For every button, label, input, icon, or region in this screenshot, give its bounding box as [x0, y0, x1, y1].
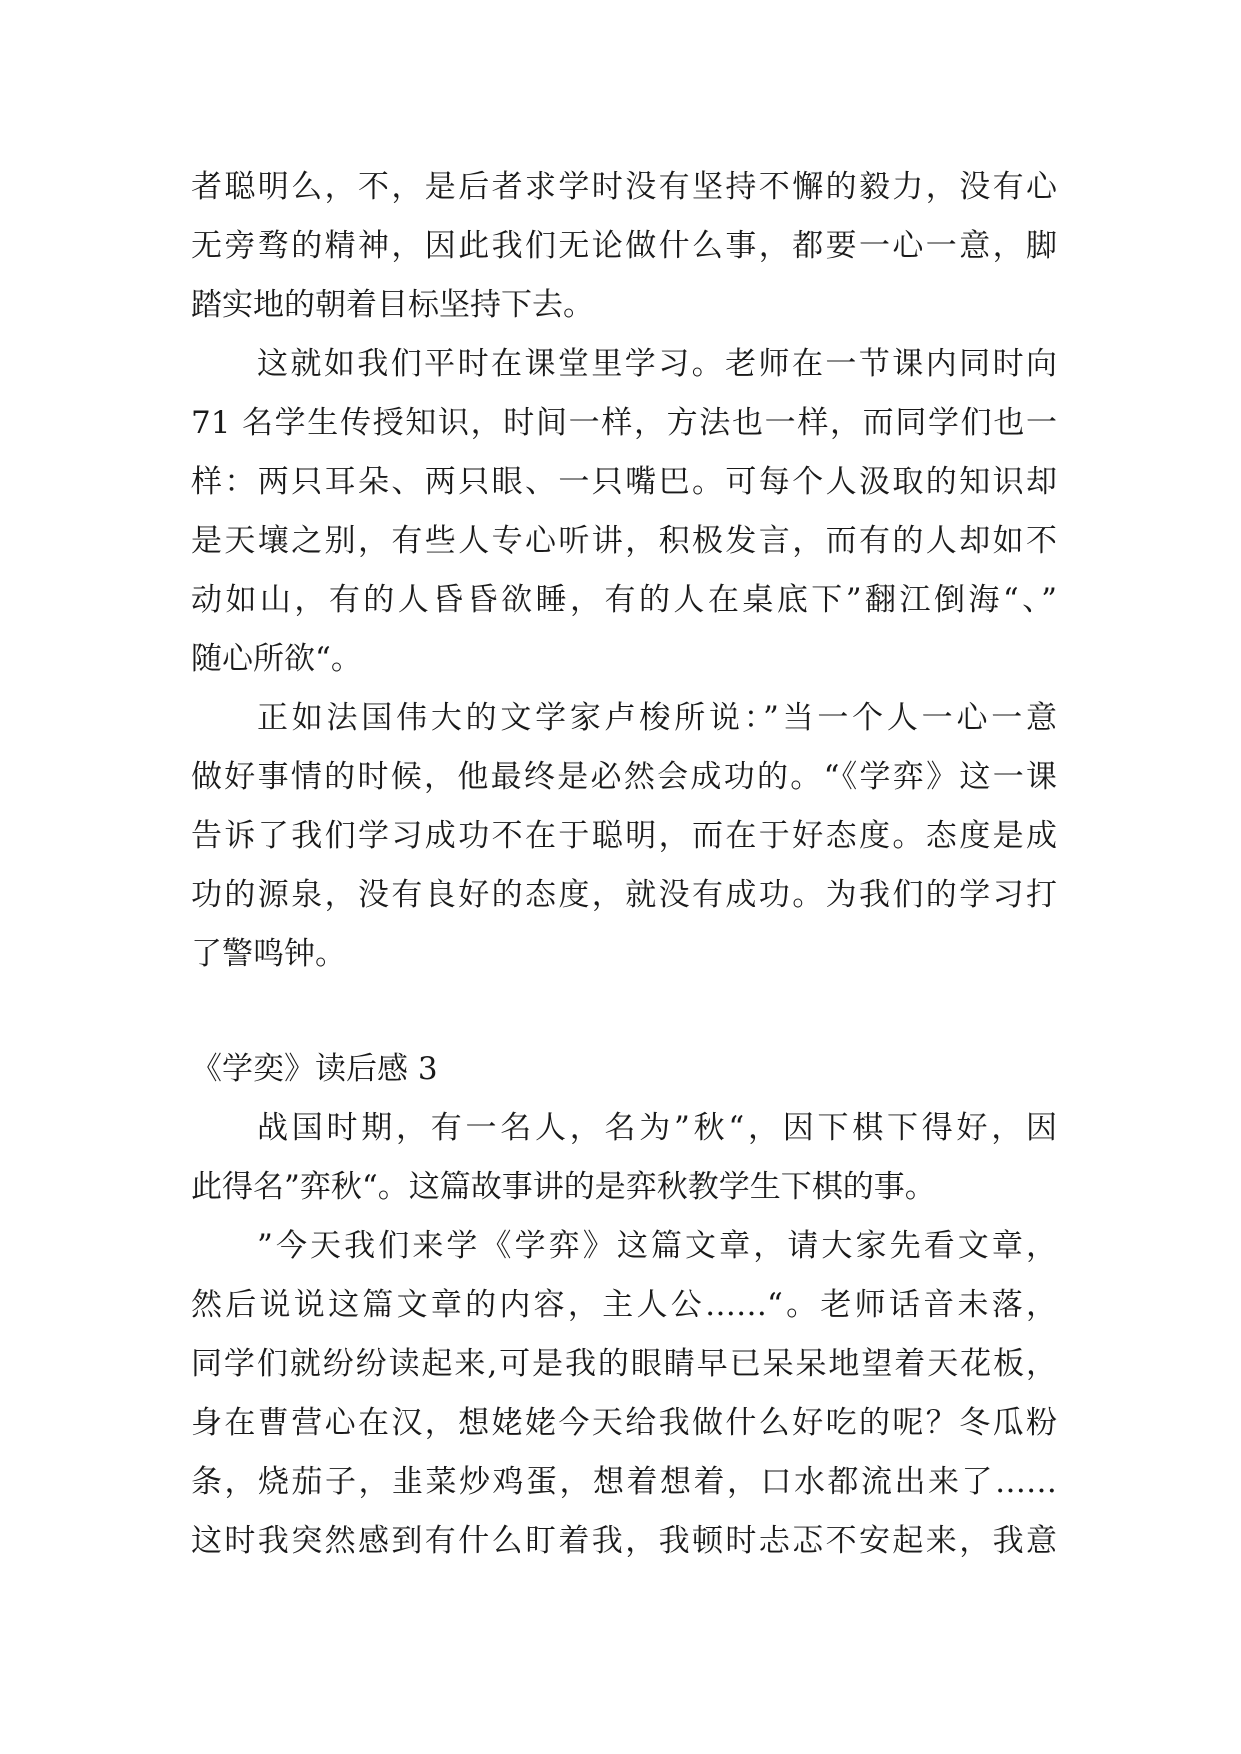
section-title: 《学奕》读后感 3 [191, 1051, 438, 1087]
body-text-part-2 [191, 1099, 1057, 1571]
paragraph-line: 者聪明么，不，是后者求学时没有坚持不懈的毅力，没有心 [191, 169, 1057, 205]
paragraph-line: ”今天我们来学《学弈》这篇文章，请大家先看文章， [257, 1228, 1057, 1264]
paragraph-line: 这时我突然感到有什么盯着我，我顿时忐忑不安起来，我意 [191, 1523, 1057, 1559]
paragraph-line: 条，烧茄子，韭菜炒鸡蛋，想着想着，口水都流出来了…… [191, 1464, 1057, 1500]
paragraph-line: 动如山，有的人昏昏欲睡，有的人在桌底下”翻江倒海“、” [191, 582, 1057, 618]
paragraph-line: 此得名”弈秋“。这篇故事讲的是弈秋教学生下棋的事。 [191, 1169, 936, 1205]
paragraph-line: 正如法国伟大的文学家卢梭所说：”当一个人一心一意 [257, 700, 1057, 736]
paragraph-line: 随心所欲“。 [191, 641, 362, 677]
paragraph-line: 做好事情的时候，他最终是必然会成功的。“《学弈》这一课 [191, 759, 1057, 795]
paragraph-line: 功的源泉，没有良好的态度，就没有成功。为我们的学习打 [191, 877, 1057, 913]
paragraph-line: 这就如我们平时在课堂里学习。老师在一节课内同时向 [257, 346, 1057, 382]
paragraph-line: 无旁骛的精神，因此我们无论做什么事，都要一心一意，脚 [191, 228, 1057, 264]
paragraph-line: 样：两只耳朵、两只眼、一只嘴巴。可每个人汲取的知识却 [191, 464, 1057, 500]
paragraph-line: 了警鸣钟。 [191, 936, 346, 972]
body-text-part-1 [191, 158, 1057, 984]
paragraph-line: 是天壤之别，有些人专心听讲，积极发言，而有的人却如不 [191, 523, 1057, 559]
paragraph-line: 然后说说这篇文章的内容，主人公……“。老师话音未落， [191, 1287, 1057, 1323]
paragraph-line: 同学们就纷纷读起来,可是我的眼睛早已呆呆地望着天花板， [191, 1346, 1057, 1382]
paragraph-line: 踏实地的朝着目标坚持下去。 [191, 287, 594, 323]
paragraph-line: 告诉了我们学习成功不在于聪明，而在于好态度。态度是成 [191, 818, 1057, 854]
paragraph-line: 71 名学生传授知识，时间一样，方法也一样，而同学们也一 [191, 405, 1057, 441]
paragraph-line: 身在曹营心在汉，想姥姥今天给我做什么好吃的呢？冬瓜粉 [191, 1405, 1057, 1441]
paragraph-line: 战国时期，有一名人，名为”秋“，因下棋下得好，因 [257, 1110, 1057, 1146]
